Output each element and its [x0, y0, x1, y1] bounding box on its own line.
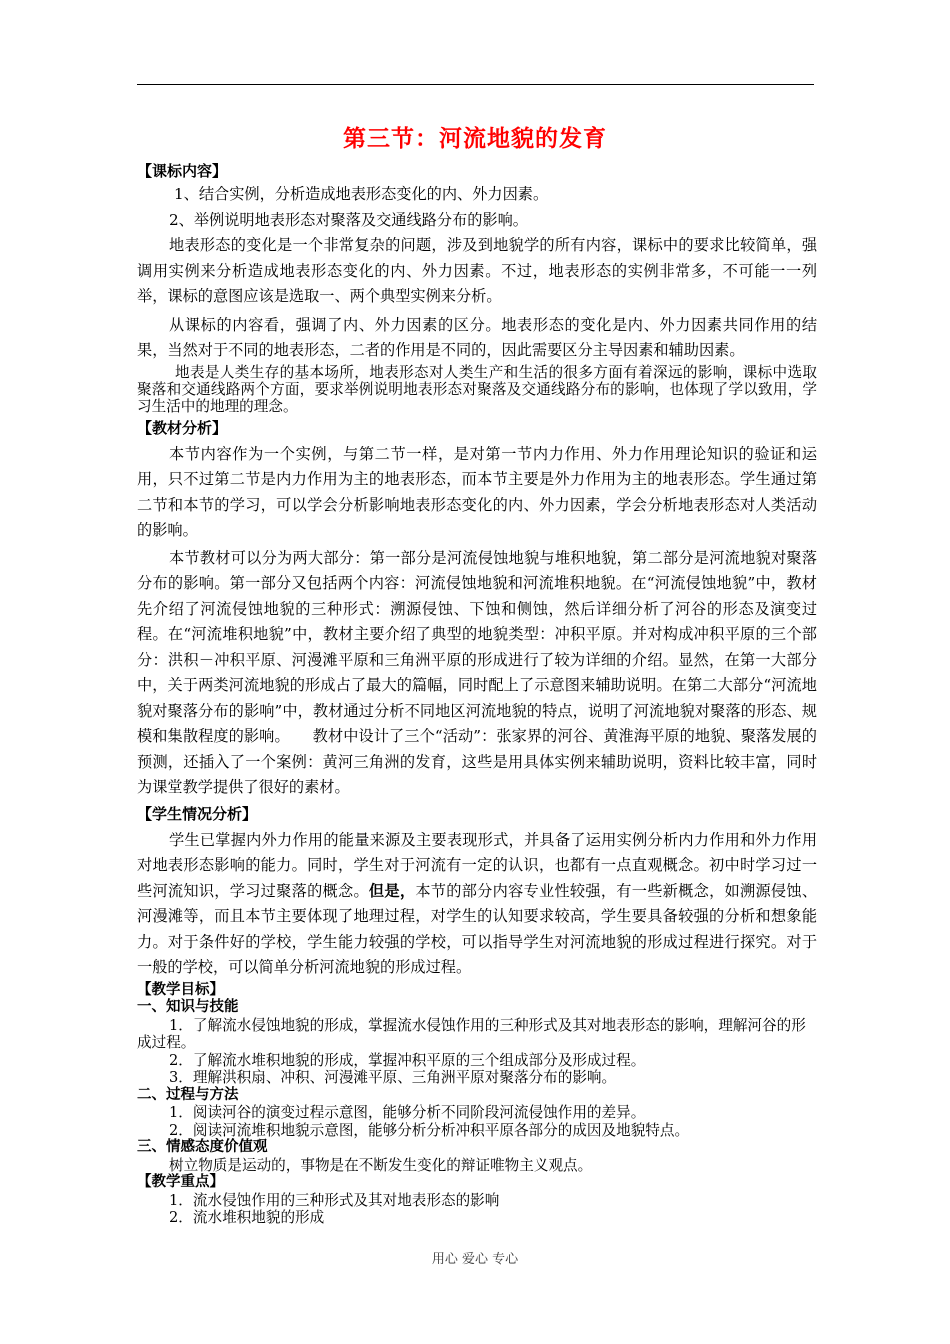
- students-paragraph: [137, 828, 817, 981]
- goal-item: 3．理解洪积扇、冲积、河漫滩平原、三角洲平原对聚落分布的影响。: [169, 1069, 617, 1086]
- goal-item: 2．了解流水堆积地貌的形成，掌握冲积平原的三个组成部分及形成过程。: [169, 1051, 646, 1069]
- goals-values-heading: 三、情感态度价值观: [137, 1139, 268, 1155]
- curriculum-paragraph: 从课标的内容看，强调了内、外力因素的区分。地表形态的变化是内、外力因素共同作用的结果，当然对于不同的地表形态，二者的作用是不同的，因此需要区分主导因素和辅助因素。: [137, 315, 817, 359]
- section-heading-curriculum: 【课标内容】: [137, 162, 228, 180]
- section-heading-textbook: 【教材分析】: [137, 418, 228, 437]
- students-text-bold: 但是，: [368, 881, 416, 900]
- keypoint-item: 1．流水侵蚀作用的三种形式及其对地表形态的影响: [169, 1191, 500, 1209]
- textbook-paragraph: 本节教材可以分为两大部分：第一部分是河流侵蚀地貌与堆积地貌，第二部分是河流地貌对聚落分布的影响。第一部分又包括两个内容：河流侵蚀地貌和河流堆积地貌。在“河流侵蚀地貌”中，教材先介绍了河流侵蚀地貌的三种形式：溯源侵蚀、下蚀和侧蚀，然后详细分析了河谷的形态及演变过程。在“河流堆积地貌”中，教材主要介绍了典型的地貌类型：冲积平原。并对构成冲积平原的三个部分：洪积－冲积平原、河漫滩平原和三角洲平原的形成进行了较为详细的介绍。显然，在第一大部分中，关于两类河流地貌的形成占了最大的篇幅，同时配上了示意图来辅助说明。在第二大部分“河流地貌对聚落分布的影响”中，教材通过分析不同地区河流地貌的特点，说明了河流地貌对聚落的形态、规模和集散程度的影响。 教材中设计了三个“活动”：张家界的河谷、黄淮海平原的地貌、聚落发展的预测，还插入了一个案例：黄河三角洲的发育，这些是用具体实例来辅助说明，资料比较丰富，同时为课堂教学提供了很好的素材。: [137, 548, 817, 796]
- section-heading-keypoints: 【教学重点】: [137, 1174, 224, 1190]
- page-footer: 用心 爱心 专心: [431, 1252, 519, 1267]
- keypoint-item: 2．流水堆积地貌的形成: [169, 1209, 325, 1226]
- goal-item: 2．阅读河流堆积地貌示意图，能够分析分析冲积平原各部分的成因及地貌特点。: [169, 1121, 690, 1139]
- section-heading-students: 【学生情况分析】: [137, 804, 258, 823]
- document-body: [137, 160, 817, 1227]
- goal-item: 1．阅读河谷的演变过程示意图，能够分析不同阶段河流侵蚀作用的差异。: [169, 1104, 646, 1121]
- goal-values-text: 树立物质是运动的，事物是在不断发生变化的辩证唯物主义观点。: [169, 1156, 593, 1174]
- section-heading-goals: 【教学目标】: [137, 981, 224, 998]
- goals-process-heading: 二、过程与方法: [137, 1086, 239, 1103]
- textbook-paragraph: 本节内容作为一个实例，与第二节一样，是对第一节内力作用、外力作用理论知识的验证和运用，只不过第二节是内力作用为主的地表形态，而本节主要是外力作用为主的地表形态。学生通过第二节和本节的学习，可以学会分析影响地表形态变化的内、外力因素，学会分析地表形态对人类活动的影响。: [137, 444, 817, 539]
- goal-item: 1．了解流水侵蚀地貌的形成，掌握流水侵蚀作用的三种形式及其对地表形态的影响，理解河谷的形成过程。: [137, 1016, 806, 1051]
- curriculum-paragraph: 地表是人类生存的基本场所，地表形态对人类生产和生活的很多方面有着深远的影响，课标中选取聚落和交通线路两个方面，要求举例说明地表形态对聚落及交通线路分布的影响，也体现了学以致用，学习生活中的地理的理念。: [137, 363, 817, 415]
- header-rule: [137, 84, 814, 85]
- students-text-after: 本节的部分内容专业性较强，有一些新概念，如溯源侵蚀、河漫滩等，而且本节主要体现了地理过程，对学生的认知要求较高，学生要具备较强的分析和想象能力。对于条件好的学校，学生能力较强的学校，可以指导学生对河流地貌的形成过程进行探究。对于一般的学校，可以简单分析河流地貌的形成过程。: [137, 881, 818, 976]
- curriculum-paragraph: 地表形态的变化是一个非常复杂的问题，涉及到地貌学的所有内容，课标中的要求比较简单，强调用实例来分析造成地表形态变化的内、外力因素。不过，地表形态的实例非常多，不可能一一列举，课标的意图应该是选取一、两个典型实例来分析。: [137, 236, 817, 305]
- curriculum-item: 1、结合实例，分析造成地表形态变化的内、外力因素。: [174, 185, 549, 203]
- students-text-before: 学生已掌握内外力作用的能量来源及主要表现形式，并具备了运用实例分析内力作用和外力作用对地表形态影响的能力。同时，学生对于河流有一定的认识，也都有一点直观概念。初中时学习过一些河流知识，学习过聚落的概念。: [137, 830, 817, 900]
- curriculum-item: 2、举例说明地表形态对聚落及交通线路分布的影响。: [169, 210, 528, 229]
- page-title: 第三节：河流地貌的发育: [343, 126, 607, 152]
- goals-knowledge-heading: 一、知识与技能: [137, 999, 239, 1015]
